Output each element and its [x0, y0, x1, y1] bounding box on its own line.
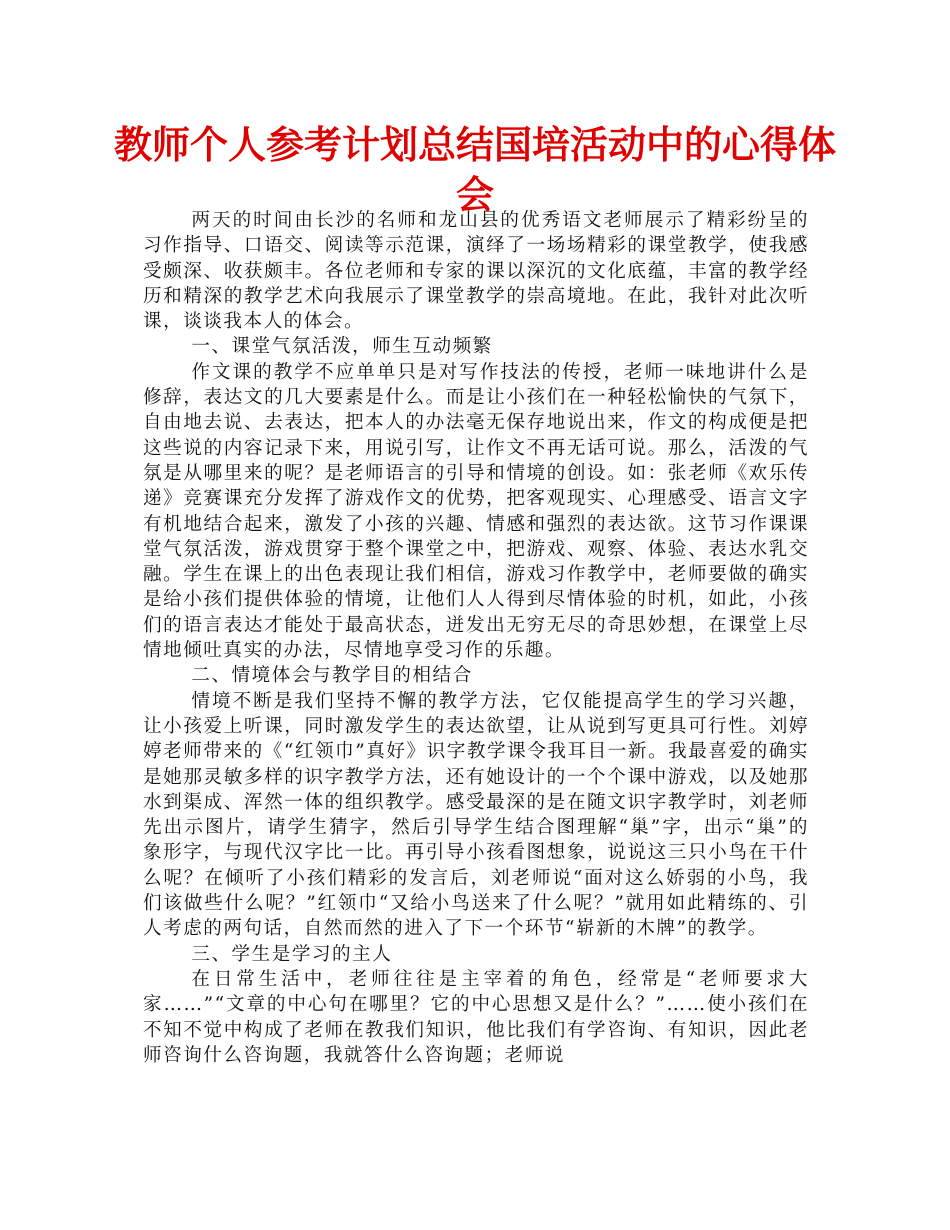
- paragraph-intro: 两天的时间由长沙的名师和龙山县的优秀语文老师展示了精彩纷呈的习作指导、口语交、阅读等示范课，演绎了一场场精彩的课堂教学，使我感受颇深、收获颇丰。各位老师和专家的课以深沉的文化底蕴，丰富的教学经历和精深的教学艺术向我展示了课堂教学的崇高境地。在此，我针对此次听课，谈谈我本人的体会。: [143, 210, 809, 333]
- document-body: [143, 208, 809, 1068]
- paragraph-section-1: 作文课的教学不应单单只是对写作技法的传授，老师一味地讲什么是修辞，表达文的几大要素是什么。而是让小孩们在一种轻松愉快的气氛下，自由地去说、去表达，把本人的办法毫无保存地说出来，作文的构成便是把这些说的内容记录下来，用说引写，让作文不再无话可说。那么，活泼的气氛是从哪里来的呢？是老师语言的引导和情境的创设。如：张老师《欢乐传递》竞赛课充分发挥了游戏作文的优势，把客观现实、心理感受、语言文字有机地结合起来，激发了小孩的兴趣、情感和强烈的表达欲。这节习作课课堂气氛活泼，游戏贯穿于整个课堂之中，把游戏、观察、体验、表达水乳交融。学生在课上的出色表现让我们相信，游戏习作教学中，老师要做的确实是给小孩们提供体验的情境，让他们人人得到尽情体验的时机，如此，小孩们的语言表达才能处于最高状态，迸发出无穷无尽的奇思妙想，在课堂上尽情地倾吐真实的办法，尽情地享受习作的乐趣。: [143, 361, 809, 662]
- section-heading-1: 一、课堂气氛活泼，师生互动频繁: [191, 336, 493, 358]
- document-title: 教师个人参考计划总结国培活动中的心得体会: [113, 122, 836, 217]
- paragraph-section-3: 在日常生活中，老师往往是主宰着的角色，经常是“老师要求大家……”“文章的中心句在哪里？它的中心思想又是什么？”……使小孩们在不知不觉中构成了老师在教我们知识，他比我们有学咨询、有知识，因此老师咨询什么咨询题，我就答什么咨询题；老师说: [143, 968, 809, 1066]
- section-heading-2: 二、情境体会与教学目的相结合: [191, 665, 473, 687]
- paragraph-section-2: 情境不断是我们坚持不懈的教学方法，它仅能提高学生的学习兴趣，让小孩爱上听课，同时激发学生的表达欲望，让从说到写更具可行性。刘婷婷老师带来的《“红领巾”真好》识字教学课令我耳目一新。我最喜爱的确实是她那灵敏多样的识字教学方法，还有她设计的一个个课中游戏，以及她那水到渠成、浑然一体的组织教学。感受最深的是在随文识字教学时，刘老师先出示图片，请学生猜字，然后引导学生结合图理解“巢”字，出示“巢”的象形字，与现代汉字比一比。再引导小孩看图想象，说说这三只小鸟在干什么呢？在倾听了小孩们精彩的发言后，刘老师说“面对这么娇弱的小鸟，我们该做些什么呢？”红领巾“又给小鸟送来了什么呢？”就用如此精练的、引人考虑的两句话，自然而然的进入了下一个环节“崭新的木牌”的教学。: [143, 690, 809, 940]
- section-heading-3: 三、学生是学习的主人: [191, 943, 393, 965]
